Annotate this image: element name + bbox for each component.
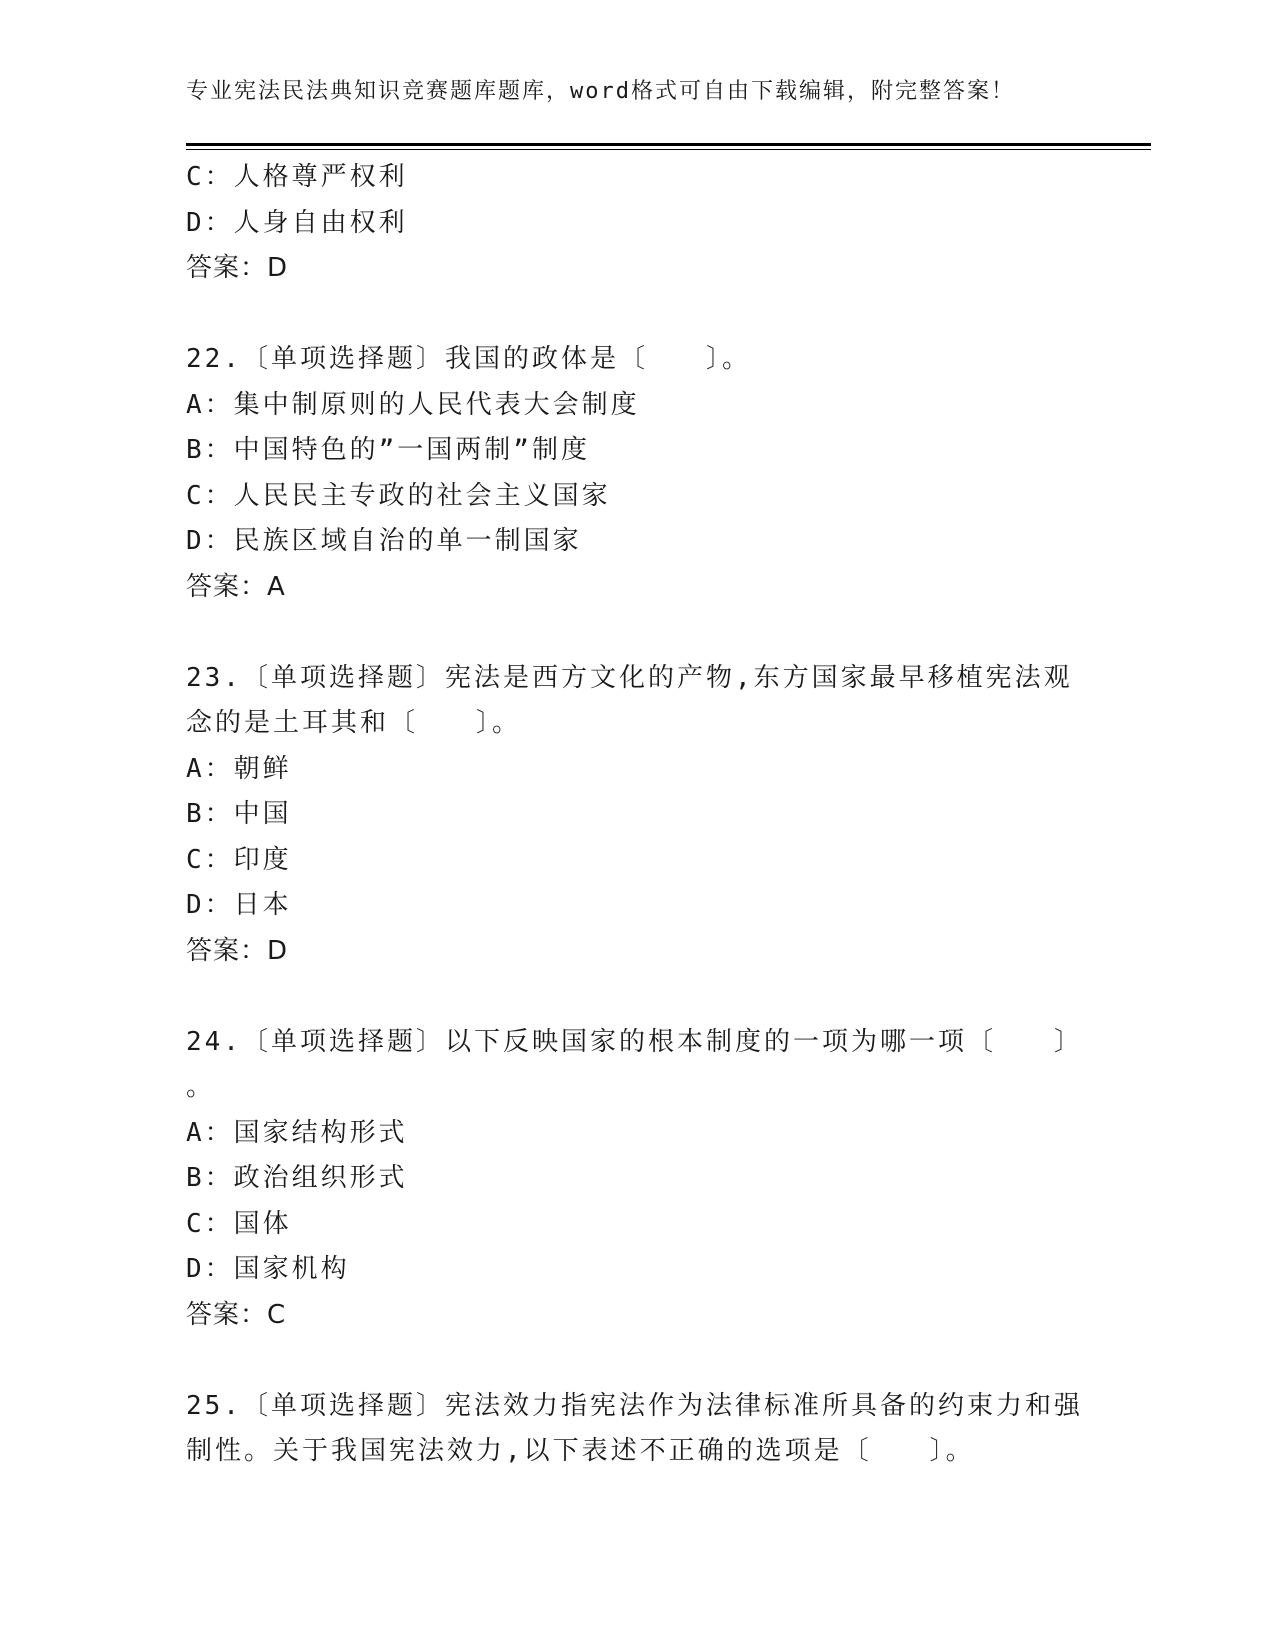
option-c: C：人格尊严权利: [186, 162, 408, 192]
option-d: D：国家机构: [186, 1254, 350, 1284]
header-rule-thin: [186, 149, 1151, 150]
answer: 答案：D: [186, 253, 289, 283]
answer: 答案：A: [186, 571, 286, 602]
option-c: C：人民民主专政的社会主义国家: [186, 480, 611, 511]
spacer: [186, 292, 1086, 338]
option-b: B：中国: [186, 799, 292, 829]
page-header: 专业宪法民法典知识竞赛题库题库，word格式可自由下载编辑，附完整答案！: [186, 79, 1015, 104]
option-d: D：日本: [186, 890, 292, 920]
option-b: B：政治组织形式: [186, 1163, 408, 1193]
question-stem-cont: 念的是土耳其和〔 〕。: [186, 708, 522, 738]
option-a: A：国家结构形式: [186, 1117, 408, 1148]
question-stem: 24.〔单项选择题〕以下反映国家的根本制度的一项为哪一项〔 〕: [186, 1026, 1083, 1057]
option-c: C：国体: [186, 1208, 292, 1239]
question-stem: 23.〔单项选择题〕宪法是西方文化的产物,东方国家最早移植宪法观: [186, 662, 1073, 693]
spacer: [186, 610, 1086, 656]
document-body: [186, 155, 1086, 1475]
answer: 答案：C: [186, 1299, 287, 1330]
option-c: C：印度: [186, 844, 292, 875]
answer: 答案：D: [186, 935, 289, 966]
spacer: [186, 1338, 1086, 1384]
question-stem-cont: 。: [186, 1072, 216, 1102]
option-a: A：集中制原则的人民代表大会制度: [186, 389, 640, 420]
spacer: [186, 974, 1086, 1020]
option-d: D：民族区域自治的单一制国家: [186, 526, 582, 556]
question-stem: 22.〔单项选择题〕我国的政体是〔 〕。: [186, 344, 751, 374]
question-stem-cont: 制性。关于我国宪法效力,以下表述不正确的选项是〔 〕。: [186, 1436, 975, 1466]
header-rule-thick: [186, 143, 1151, 146]
option-b: B：中国特色的”一国两制”制度: [186, 435, 590, 465]
option-d: D：人身自由权利: [186, 207, 408, 238]
question-stem: 25.〔单项选择题〕宪法效力指宪法作为法律标准所具备的约束力和强: [186, 1390, 1083, 1421]
option-a: A：朝鲜: [186, 753, 292, 784]
